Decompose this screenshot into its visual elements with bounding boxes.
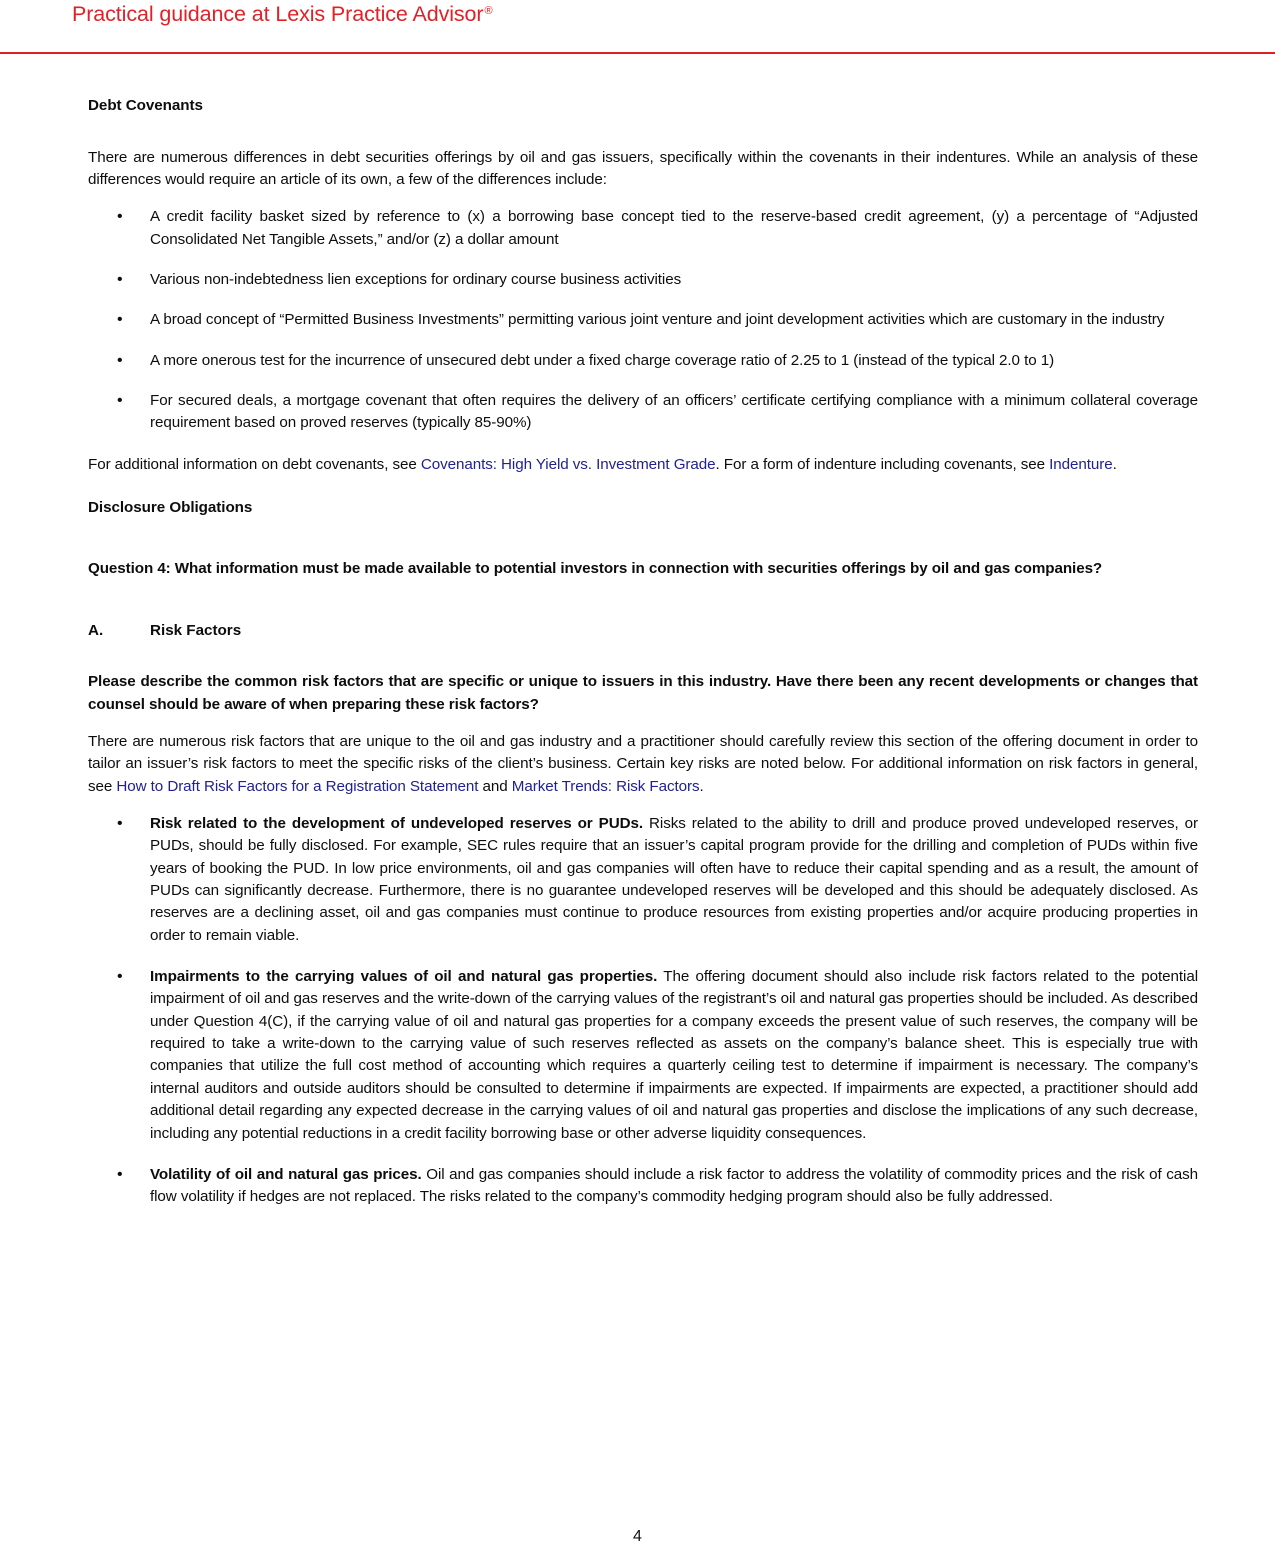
- list-item: [88, 966, 1198, 1145]
- paragraph-risk-factors-intro: [88, 731, 1198, 798]
- intro-text-part-2: and: [478, 777, 512, 795]
- paragraph-debt-covenants-intro: There are numerous differences in debt securities offerings by oil and gas issuers, specifically within the covenants in their indentures. While an analysis of these differences would require an article of its own, a few of the differences include:: [88, 148, 1198, 188]
- list-item: [88, 1164, 1198, 1209]
- risk-bullet-lead: Risk related to the development of undeveloped reserves or PUDs.: [150, 815, 643, 833]
- registered-trademark-icon: ®: [484, 5, 493, 17]
- paragraph-risk-factors-prompt: Please describe the common risk factors that are specific or unique to issuers in this industry. Have there been any recent developments or changes that counsel should be aware of when preparing these risk factors?: [88, 673, 1198, 713]
- link-covenants-high-yield-vs-investment-grade[interactable]: Covenants: High Yield vs. Investment Grade: [420, 455, 716, 473]
- heading-question-4: Question 4: What information must be made available to potential investors in connection with securities offerings by oil and gas companies?: [88, 560, 1103, 578]
- closing-text-part-1: For additional information on debt covenants, see: [88, 455, 421, 473]
- list-item: • A more onerous test for the incurrence of unsecured debt under a fixed charge coverage ratio of 2.25 to 1 (instead of the typical 2.0 to 1): [88, 350, 1198, 372]
- subsection-marker: A.: [88, 621, 104, 639]
- list-item: • For secured deals, a mortgage covenant that often requires the delivery of an officers’ certificate certifying compliance with a minimum collateral coverage requirement based on proved reserves (typically 85-90%): [88, 390, 1198, 435]
- list-item: • A credit facility basket sized by reference to (x) a borrowing base concept tied to the reserve-based credit agreement, (y) a percentage of “Adjusted Consolidated Net Tangible Assets,” and/or (z) a dollar amount: [88, 206, 1198, 251]
- page-header: [0, 0, 1275, 56]
- risk-bullet-body: Risks related to the ability to drill and produce proved undeveloped reserves, or PUDs, should be fully disclosed. For example, SEC rules require that an issuer’s capital program provide for the drilling and completion of PUDs within five years of booking the PUD. In low price environments, oil and gas companies will often have to reduce their capital spending and as a result, the amount of PUDs can significantly decrease. Furthermore, there is no guarantee undeveloped reserves will be developed and this should be adequately disclosed. As reserves are a declining asset, oil and gas companies must continue to produce resources from existing properties and/or acquire producing properties in order to remain viable.: [150, 815, 1198, 944]
- heading-disclosure-obligations: Disclosure Obligations: [88, 498, 253, 516]
- list-risk-factors: [88, 813, 1198, 1209]
- list-debt-covenant-differences: [88, 206, 1198, 434]
- risk-bullet-lead: Volatility of oil and natural gas prices.: [150, 1165, 422, 1183]
- header-brand-title: [72, 2, 493, 27]
- list-item: [88, 813, 1198, 947]
- link-how-to-draft-risk-factors-for-a-registration-statement[interactable]: How to Draft Risk Factors for a Registration Statement: [116, 777, 479, 795]
- risk-bullet-body: Oil and gas companies should include a risk factor to address the volatility of commodity prices and the risk of cash flow volatility if hedges are not replaced. The risks related to the company’s commodity hedging program should also be fully addressed.: [150, 1165, 1199, 1206]
- list-item: • Various non-indebtedness lien exceptions for ordinary course business activities: [88, 269, 1198, 291]
- page-number: 4: [633, 1528, 642, 1545]
- subsection-title: Risk Factors: [150, 621, 242, 639]
- closing-text-part-2: . For a form of indenture including covenants, see: [715, 455, 1050, 473]
- link-market-trends-risk-factors[interactable]: Market Trends: Risk Factors: [511, 777, 700, 795]
- intro-text-part-1: There are numerous risk factors that are unique to the oil and gas industry and a practitioner should carefully review this section of the offering document in order to tailor an issuer’s risk factors to meet the specific risks of the client’s business. Certain key risks are noted below. For additional information on risk factors in general, see: [88, 733, 1198, 795]
- paragraph-debt-covenants-closing: [88, 454, 1198, 476]
- header-brand-text: Practical guidance at Lexis Practice Advisor: [72, 2, 484, 26]
- page-footer: [0, 1528, 1275, 1546]
- link-indenture[interactable]: Indenture: [1049, 455, 1113, 473]
- risk-bullet-lead: Impairments to the carrying values of oil and natural gas properties.: [150, 968, 658, 986]
- intro-text-part-3: .: [699, 777, 704, 795]
- list-item: • A broad concept of “Permitted Business Investments” permitting various joint venture and joint development activities which are customary in the industry: [88, 309, 1198, 331]
- heading-subsection-a-risk-factors: [88, 621, 1198, 642]
- heading-debt-covenants: Debt Covenants: [88, 97, 203, 114]
- risk-bullet-body: The offering document should also include risk factors related to the potential impairment of oil and gas reserves and the write-down of the carrying values of the registrant’s oil and natural gas properties should be included. As described under Question 4(C), if the carrying value of oil and natural gas properties for a company exceeds the present value of such reserves, the company will be required to take a write-down to the carrying value of such reserves reflected as assets on the company’s balance sheet. This is especially true with companies that utilize the full cost method of accounting which requires a quarterly ceiling test to determine if impairment is necessary. The company’s internal auditors and outside auditors should be consulted to determine if impairments are expected. If impairments are expected, a practitioner should add additional detail regarding any expected decrease in the carrying values of oil and natural gas properties and disclose the implications of any such decrease, including any potential reductions in a credit facility borrowing base or other adverse liquidity consequences.: [150, 968, 1198, 1142]
- header-divider-rule: [0, 52, 1275, 54]
- closing-text-part-3: .: [1112, 455, 1117, 473]
- document-body: [88, 96, 1198, 1209]
